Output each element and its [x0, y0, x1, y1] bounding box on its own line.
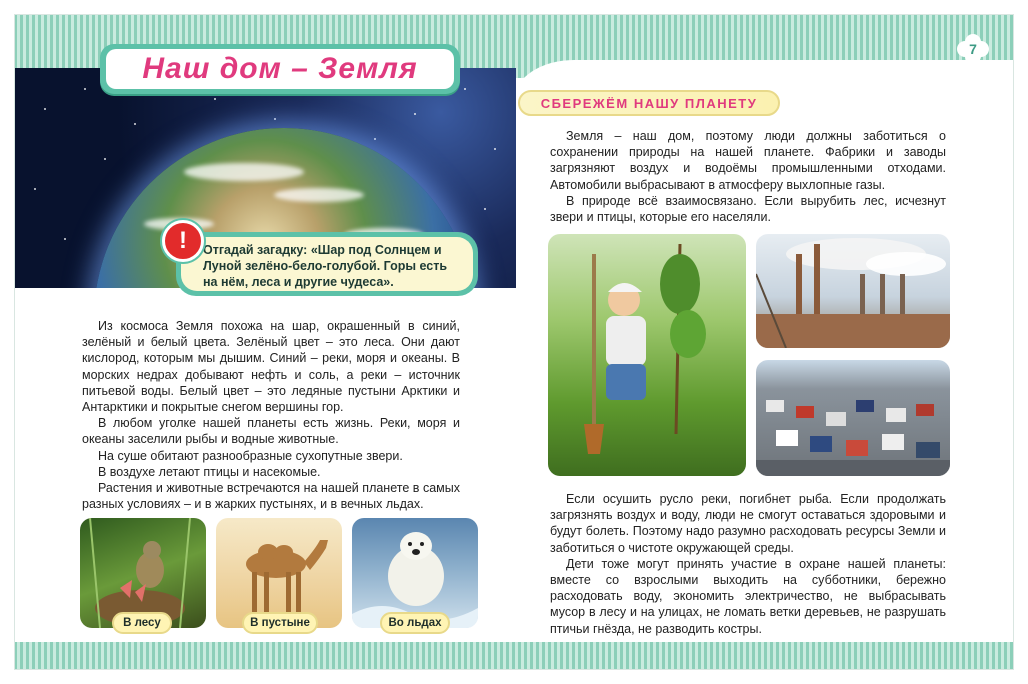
page-title: Наш дом – Земля — [142, 52, 418, 85]
bottom-stripe-banner — [14, 642, 1014, 670]
traffic-jam-photo — [756, 360, 950, 476]
page-number-badge — [957, 34, 989, 64]
riddle-text: Отгадай загадку: «Шар под Солнцем и Луной зелёно-бело-голубой. Горы есть на нём, леса и другие чудеса». — [181, 237, 473, 291]
section-heading: СБЕРЕЖЁМ НАШУ ПЛАНЕТУ — [540, 95, 758, 111]
paragraph: Растения и животные встречаются на нашей планете в самых разных условиях – и в жарких пустынях, и в вечных льдах. — [82, 481, 460, 512]
paragraph: Из космоса Земля похожа на шар, окрашенный в синий, зелёный и белый цвета. Зелёный цвет – это леса. Они дают кислород, которым мы дышим. Синий – реки, моря и океаны. В морских недрах добывают нефть и соль, а реки – источник питьевой воды. Белый цвет – это ледяные пустыни Арктики и Антарктики и покрытые снегом вершины гор. — [82, 319, 460, 415]
right-body-text-bottom — [550, 491, 946, 637]
paragraph: В природе всё взаимосвязано. Если вырубить лес, исчезнут звери и птицы, которые его населяли. — [550, 193, 946, 225]
caption-forest: В лесу — [112, 612, 172, 634]
paragraph: Если осушить русло реки, погибнет рыба. Если продолжать загрязнять воздух и воду, люди не смогут оставаться здоровыми и будут болеть. Поэтому надо разумно расходовать ресурсы Земли и заботиться о чистоте окружающей среды. — [550, 492, 946, 555]
exclamation-icon: ! — [162, 220, 204, 262]
paragraph: Земля – наш дом, поэтому люди должны заботиться о сохранении природы на нашей планете. Фабрики и заводы загрязняют воздух и водоёмы промышленными отходами. Автомобили выбрасывают в атмосферу выхлопные газы. — [550, 129, 946, 192]
page-title-plate — [100, 44, 460, 94]
boy-planting-tree-photo — [548, 234, 746, 476]
paragraph: На суше обитают разнообразные сухопутные звери. — [98, 448, 403, 463]
paragraph: Дети тоже могут принять участие в охране нашей планеты: вместе со взрослыми выходить на субботники, бережно расходовать воду, экономить электричество, не выбрасывать мусор в лесу и на улицах, не ломать ветки деревьев, не разрушать птичьи гнёзда, не разводить костры. — [550, 556, 946, 636]
paragraph: В любом уголке нашей планеты есть жизнь. Реки, моря и океаны заселили рыбы и водные животные. — [82, 416, 460, 447]
caption-ice: Во льдах — [380, 612, 450, 634]
paragraph: В воздухе летают птицы и насекомые. — [98, 464, 321, 479]
factory-smoke-photo — [756, 234, 950, 348]
caption-desert: В пустыне — [242, 612, 318, 634]
riddle-box — [176, 232, 478, 296]
section-heading-pill — [518, 90, 780, 116]
right-body-text-top — [550, 128, 946, 225]
page-number: 7 — [969, 41, 977, 57]
left-body-text — [82, 318, 460, 512]
